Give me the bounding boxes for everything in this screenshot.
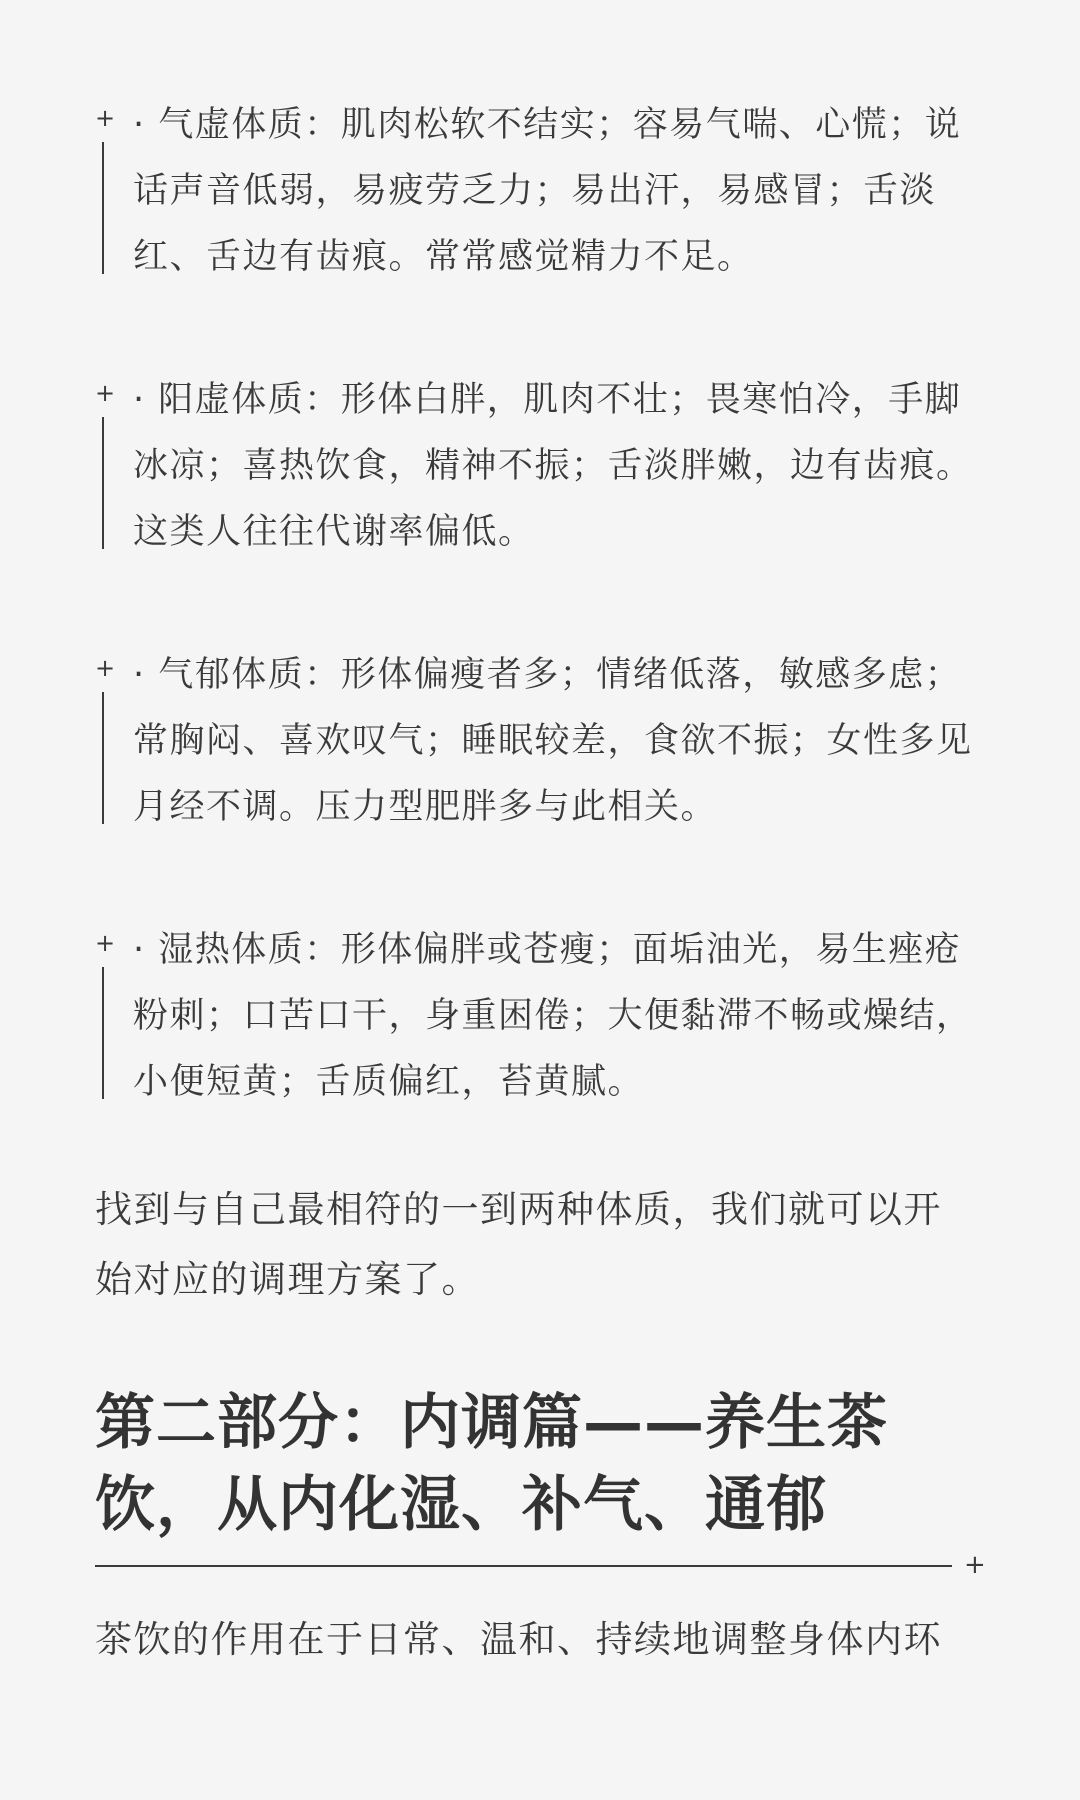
summary-paragraph: 找到与自己最相符的一到两种体质，我们就可以开 始对应的调理方案了。 [95, 1188, 942, 1301]
constitution-text: · 阳虚体质：形体白胖，肌肉不壮；畏寒怕冷，手脚 冰凉；喜热饮食，精神不振；舌淡胖嫩，边有齿痕。 这类人往往代谢率偏低。 [133, 380, 973, 552]
vertical-bar-divider [102, 967, 104, 1099]
plus-marker-icon: + [95, 104, 116, 132]
plus-marker-icon: + [964, 1550, 986, 1580]
section-heading: 第二部分：内调篇——养生茶 饮，从内化湿、补气、通郁 [95, 1388, 888, 1540]
constitution-text: · 湿热体质：形体偏胖或苍瘦；面垢油光，易生痤疮 粉刺；口苦口干，身重困倦；大便黏滞不畅或燥结， 小便短黄；舌质偏红，苔黄腻。 [133, 930, 973, 1102]
constitution-text: · 气郁体质：形体偏瘦者多；情绪低落，敏感多虑； 常胸闷、喜欢叹气；睡眠较差，食欲不振；女性多见 月经不调。压力型肥胖多与此相关。 [133, 655, 973, 827]
heading-underline-divider [95, 1565, 952, 1567]
plus-marker-icon: + [95, 929, 116, 957]
plus-marker-icon: + [95, 654, 116, 682]
vertical-bar-divider [102, 692, 104, 824]
vertical-bar-divider [102, 142, 104, 274]
section-intro-paragraph: 茶饮的作用在于日常、温和、持续地调整身体内环 [95, 1618, 942, 1661]
plus-marker-icon: + [95, 379, 116, 407]
constitution-text: · 气虚体质：肌肉松软不结实；容易气喘、心慌；说 话声音低弱，易疲劳乏力；易出汗，易感冒；舌淡 红、舌边有齿痕。常常感觉精力不足。 [133, 105, 962, 277]
vertical-bar-divider [102, 417, 104, 549]
